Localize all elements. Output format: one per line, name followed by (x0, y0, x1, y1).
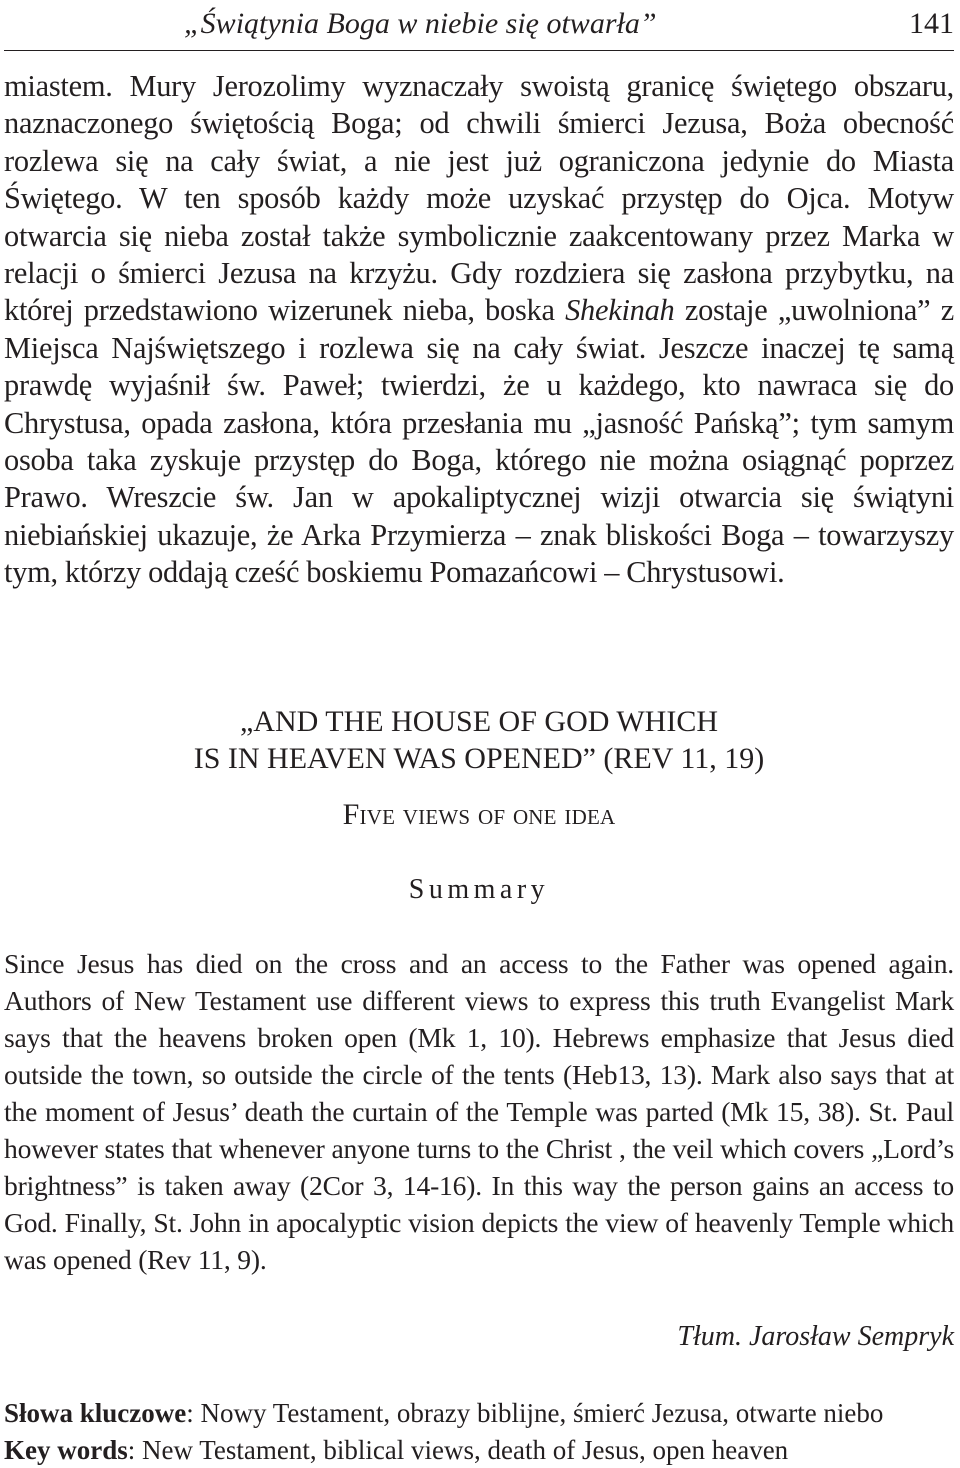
summary-heading: Summary (408, 874, 550, 905)
polish-paragraph (4, 68, 954, 592)
keywords-english (4, 1432, 954, 1468)
keywords-english-label: Key words (4, 1435, 128, 1465)
summary-paragraph: Since Jesus has died on the cross and an access to the Father was opened again. Authors of New Testament use different views to express this truth Evangelist Mark says that the heavens broken open (Mk 1, 10). Hebrews emphasize that Jesus died outside the town, so outside the circle of the tents (Heb13, 13). Mark also says that at the moment of Jesus’ death the curtain of the Temple was parted (Mk 15, 38). St. Paul however states that whenever anyone turns to the Christ , the veil which covers „Lord’s brightness” is taken away (2Cor 3, 14-16). In this way the person gains an access to God. Finally, St. John in apocalyptic vision depicts the view of heavenly Temple which was opened (Rev 11, 9). (4, 948, 954, 1276)
keywords-polish (4, 1395, 954, 1431)
polish-text-part-1: miastem. Mury Jerozolimy wyznaczały swoistą granicę świętego obszaru, naznaczonego świętością Boga; od chwili śmierci Jezusa, Boża obecność rozlewa się na cały świat, a nie jest już ograniczona jedynie do Miasta Świętego. W ten sposób każdy może uzyskać przystęp do Ojca. Motyw otwarcia się nieba został także symbolicznie zaakcentowany przez Marka w relacji o śmierci Jezusa na krzyżu. Gdy rozdziera się zasłona przybytku, na której przedstawiono wizerunek nieba, boska (4, 69, 954, 328)
english-title-line-1: „AND THE HOUSE OF GOD WHICH (239, 705, 719, 738)
page-number: 141 (909, 7, 954, 40)
header-rule (4, 50, 954, 51)
polish-text-part-2: zostaje „uwolniona” z Miejsca Najświętszego i rozlewa się na cały świat. Jeszcze inaczej tę samą prawdę wyjaśnił św. Paweł; twierdzi, że u każdego, kto nawraca się do Chrystusa, opada zasłona, która przesłania mu „jasność Pańską”; tym samym osoba taka zyskuje przystęp do Boga, którego nie można osiągnąć poprzez Prawo. Wreszcie św. Jan w apokaliptycznej wizji otwarcia się świątyni niebiańskiej ukazuje, że Arka Przymierza – znak bliskości Boga – towarzyszy tym, którzy oddają cześć boskiemu Pomazańcowi – Chrystusowi. (4, 293, 954, 590)
running-head (4, 4, 954, 44)
keywords-english-values: : New Testament, biblical views, death of Jesus, open heaven (127, 1435, 789, 1465)
translator-credit: Tłum. Jarosław Sempryk (677, 1321, 954, 1352)
keywords-polish-label: Słowa kluczowe (4, 1398, 187, 1428)
polish-italic-term: Shekinah (565, 293, 675, 328)
running-title: „Świątynia Boga w niebie się otwarła” (184, 7, 657, 40)
english-subtitle: Five views of one idea (342, 798, 616, 831)
keywords-polish-values: : Nowy Testament, obrazy biblijne, śmierć Jezusa, otwarte niebo (186, 1398, 884, 1428)
english-title-line-2: IS IN HEAVEN WAS OPENED” (REV 11, 19) (193, 742, 765, 775)
